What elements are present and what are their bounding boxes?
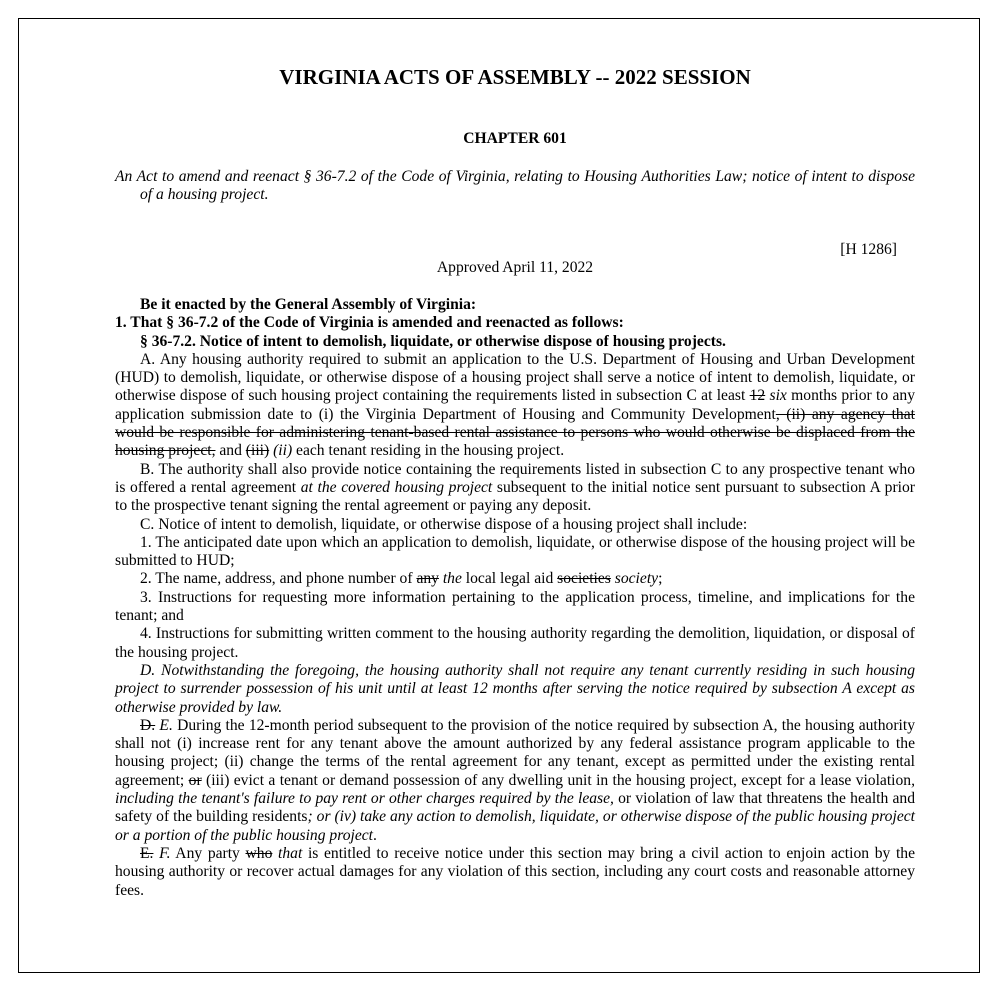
bill-number: [H 1286] [840, 241, 897, 258]
text-run: A. Any housing authority required to submit an application to the U.S. Department of Housing and Urban Development (HUD) to demolish, liquidate, or otherwise dispose of a housing project shall serve a notice of intent to demolish, liquidate, or otherwise dispose of such housing project containing the requirements listed in subsection C at least [115, 350, 915, 405]
inserted-text: six [765, 387, 787, 405]
struck-text: any [416, 570, 439, 588]
act-body [115, 296, 915, 900]
text-run: is entitled to receive notice under this section may bring a civil action to enjoin action by the housing authority or recover actual damages for any violation of this section, including any court costs and reasonable attorney fees. [115, 844, 916, 899]
text-run: and [215, 442, 246, 460]
struck-text: who [245, 844, 273, 862]
text-run: Any party [170, 844, 246, 862]
inserted-text: society [610, 570, 659, 588]
inserted-text: , including the tenant's failure to pay rent or other charges required by the lease, [115, 771, 916, 808]
struck-text: 12 [749, 387, 766, 405]
subsection-d: D. Notwithstanding the foregoing, the housing authority shall not require any tenant currently residing in such housing project to surrender possession of his unit until at least 12 months after serving the notice required by subsection A except as otherwise provided by law. [115, 661, 915, 716]
text-run: During the 12-month period subsequent to the provision of the notice required by subsection A, the housing authority shall not (i) increase rent for any tenant above the amount authorized by any federal assistance program applicable to the housing project; (ii) change the terms of the rental agreement for any tenant, except as permitted under the existing rental agreement; [115, 716, 915, 789]
struck-text: , (ii) any agency that would be responsible for administering tenant-based rental assistance to persons who would otherwise be displaced from the housing project, [115, 405, 915, 460]
struck-text: or [188, 771, 202, 789]
inserted-text: (ii) [269, 442, 293, 460]
text-run: each tenant residing in the housing project. [292, 442, 565, 460]
text-run: . [373, 826, 377, 844]
text-run: B. The authority shall also provide notice containing the requirements listed in subsection C to any prospective tenant who is offered a rental agreement [115, 460, 915, 496]
inserted-text: E. [155, 716, 173, 734]
inserted-text: F. [153, 844, 171, 862]
list-item-3: 3. Instructions for requesting more information pertaining to the application process, timeline, and implications for the tenant; and [115, 588, 915, 625]
approval-date: Approved April 11, 2022 [436, 259, 594, 276]
inserted-text: at the covered housing project [300, 478, 493, 496]
text-run: 2. The name, address, and phone number of [140, 570, 417, 588]
inserted-text: the [438, 570, 462, 588]
subsection-e [115, 717, 915, 845]
subsection-b [115, 461, 915, 516]
text-run: ; [658, 570, 663, 588]
struck-text: E. [140, 844, 154, 862]
subsection-a [115, 351, 915, 461]
text-run: local legal aid [461, 570, 558, 588]
struck-text: D. [140, 716, 156, 734]
list-item-1: 1. The anticipated date upon which an application to demolish, liquidate, or otherwise dispose of the housing project will be submitted to HUD; [115, 533, 915, 570]
enactment-clause: Be it enacted by the General Assembly of Virginia: [140, 296, 477, 313]
text-run: months prior to any application submission date to (i) the Virginia Department of Housing and Community Development [115, 387, 915, 423]
inserted-text: ; or (iv) take any action to demolish, liquidate, or otherwise dispose of the public housing project or a portion of the public housing project [115, 808, 915, 844]
inserted-text: that [272, 844, 303, 862]
section-intro: 1. That § 36-7.2 of the Code of Virginia is amended and reenacted as follows: [115, 314, 624, 332]
list-item-2 [115, 570, 915, 588]
section-heading: § 36-7.2. Notice of intent to demolish, liquidate, or otherwise dispose of housing projects. [140, 332, 726, 350]
subsection-c: C. Notice of intent to demolish, liquidate, or otherwise dispose of a housing project shall include: [140, 515, 748, 533]
chapter-heading: CHAPTER 601 [463, 130, 567, 147]
text-run: subsequent to the initial notice sent pursuant to subsection A prior to the prospective tenant signing the rental agreement or paying any deposit. [115, 478, 915, 515]
text-run: or violation of law that threatens the health and safety of the building residents [115, 790, 915, 826]
document-title: VIRGINIA ACTS OF ASSEMBLY -- 2022 SESSION [279, 65, 751, 89]
text-run: (iii) evict a tenant or demand possession of any dwelling unit in the housing project, except for a lease violation [201, 771, 912, 789]
act-description: An Act to amend and reenact § 36-7.2 of the Code of Virginia, relating to Housing Authorities Law; notice of intent to dispose of a housing project. [115, 168, 915, 204]
document-frame [18, 18, 980, 973]
struck-text: (iii) [245, 442, 270, 460]
list-item-4: 4. Instructions for submitting written comment to the housing authority regarding the demolition, liquidation, or disposal of the housing project. [115, 625, 915, 661]
struck-text: societies [557, 570, 611, 588]
subsection-f [115, 845, 915, 900]
